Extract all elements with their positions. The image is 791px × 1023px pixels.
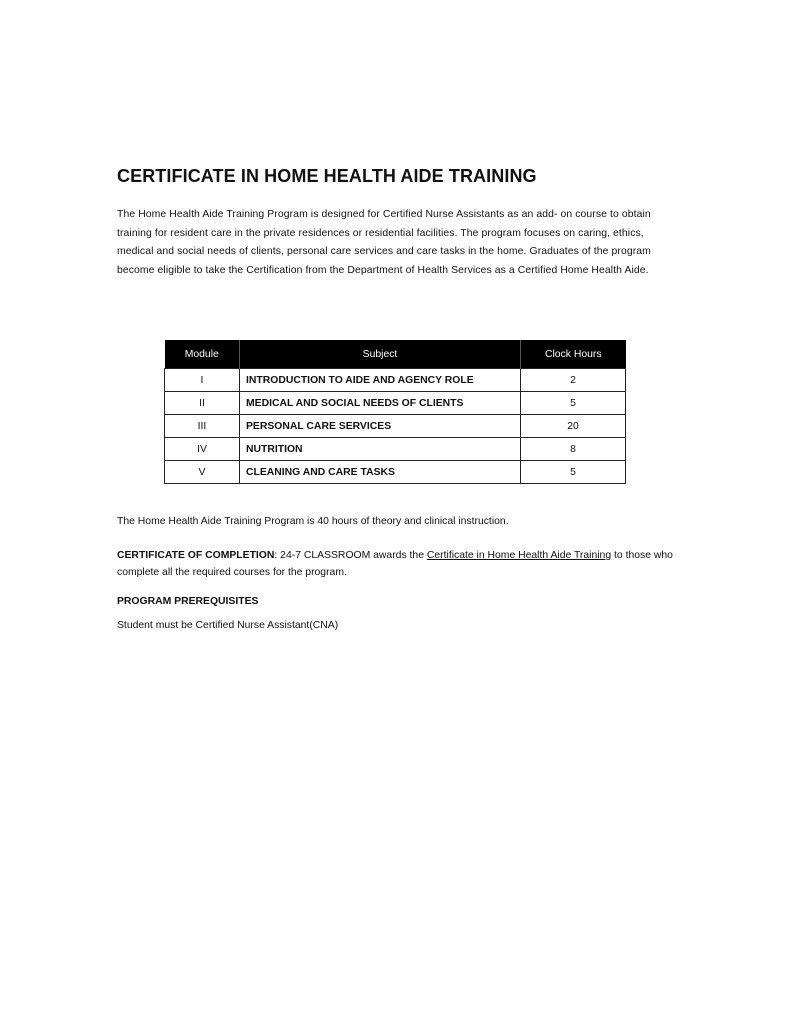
subject-cell: MEDICAL AND SOCIAL NEEDS OF CLIENTS [240,392,521,415]
hours-cell: 2 [521,369,626,392]
table-row [165,461,626,484]
prerequisites-heading: PROGRAM PREREQUISITES [117,596,259,607]
module-cell: II [165,392,240,415]
completion-label: CERTIFICATE OF COMPLETION [117,550,275,561]
subject-cell: CLEANING AND CARE TASKS [240,461,521,484]
table-row [165,415,626,438]
header-clock-hours: Clock Hours [521,340,626,369]
module-cell: IV [165,438,240,461]
total-hours-text: The Home Health Aide Training Program is 40 hours of theory and clinical instruction. [117,516,509,527]
table-row [165,369,626,392]
intro-paragraph: The Home Health Aide Training Program is designed for Certified Nurse Assistants as an add- on course to obtain training for resident care in the private residences or residential facilities. The program focuses on caring, ethics, medical and social needs of clients, personal care services and care tasks in the home. Graduates of the program become eligible to take the Certification from the Department of Health Services as a Certified Home Health Aide. [117,209,651,276]
completion-paragraph [117,548,682,581]
completion-text-before: : 24-7 CLASSROOM awards the [274,550,427,561]
certificate-link[interactable]: Certificate in Home Health Aide Training [426,550,612,561]
hours-cell: 5 [521,461,626,484]
module-cell: III [165,415,240,438]
modules-table [164,340,626,484]
hours-cell: 20 [521,415,626,438]
table-row [165,392,626,415]
table-row [165,438,626,461]
subject-cell: PERSONAL CARE SERVICES [240,415,521,438]
page-title: CERTIFICATE IN HOME HEALTH AIDE TRAINING [117,166,537,186]
header-subject: Subject [240,340,521,369]
completion-text-after: to those who complete all the required courses for the program. [117,550,673,578]
subject-cell: INTRODUCTION TO AIDE AND AGENCY ROLE [240,369,521,392]
hours-cell: 8 [521,438,626,461]
header-module: Module [165,340,240,369]
table-header-row [165,340,626,369]
module-cell: I [165,369,240,392]
subject-cell: NUTRITION [240,438,521,461]
module-cell: V [165,461,240,484]
prerequisites-text: Student must be Certified Nurse Assistant(CNA) [117,620,339,631]
hours-cell: 5 [521,392,626,415]
